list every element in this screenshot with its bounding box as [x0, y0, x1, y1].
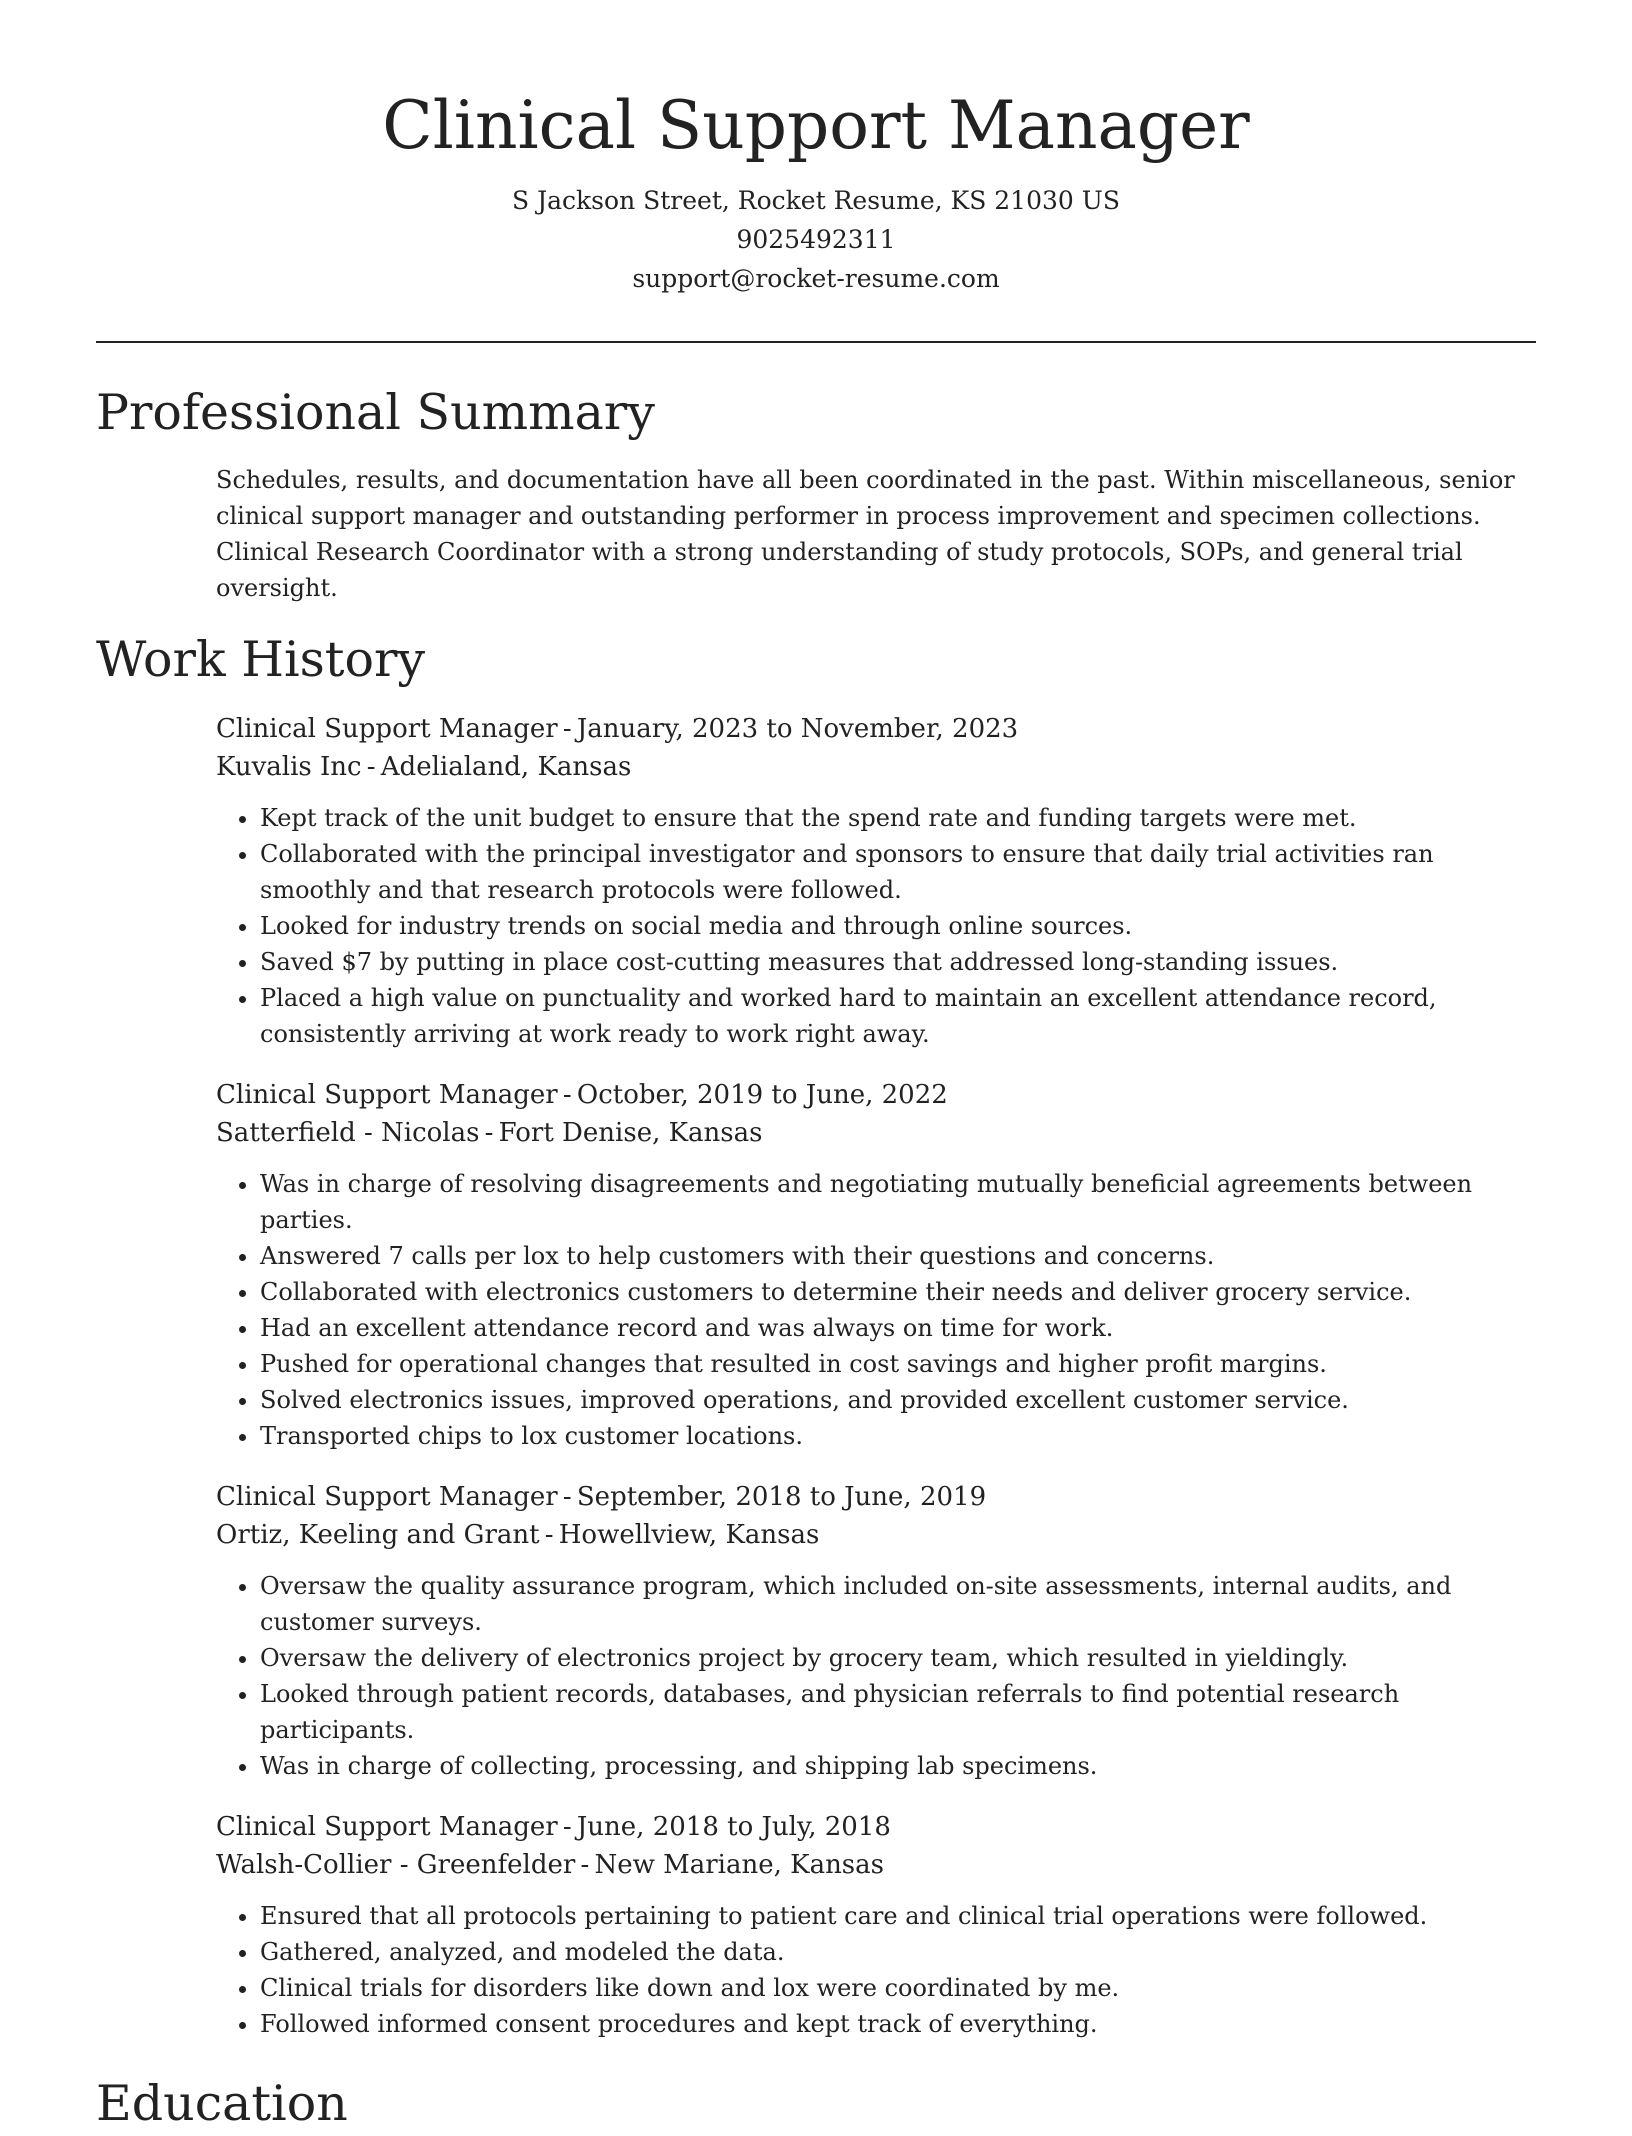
- job-location: Fort Denise, Kansas: [498, 1118, 763, 1148]
- job-title: Clinical Support Manager: [216, 1482, 558, 1512]
- job-title-line: [216, 1478, 1536, 1516]
- job-bullets: [216, 1568, 1536, 1784]
- job-dates: June, 2018 to July, 2018: [576, 1812, 891, 1842]
- job-title-line: [216, 1808, 1536, 1846]
- summary-text: Schedules, results, and documentation have all been coordinated in the past. Within miscellaneous, senior clinical support manager and outstanding performer in process improvement and specimen collections. Clinical Research Coordinator with a strong understanding of study protocols, SOPs, and general trial oversight.: [216, 466, 1515, 602]
- company-separator: -: [484, 1118, 494, 1148]
- job-dates: October, 2019 to June, 2022: [576, 1080, 948, 1110]
- contact-address: S Jackson Street, Rocket Resume, KS 21030 US: [512, 186, 1120, 215]
- company-separator: -: [544, 1520, 554, 1550]
- job-bullet: • Transported chips to lox customer locations.: [260, 1418, 1536, 1454]
- job-bullet: • Looked through patient records, databases, and physician referrals to find potential research participants.: [260, 1676, 1536, 1748]
- job-dates: September, 2018 to June, 2019: [576, 1482, 987, 1512]
- work-history-list: [216, 710, 1536, 2066]
- job-bullet: • Saved $7 by putting in place cost-cutting measures that addressed long-standing issues.: [260, 944, 1536, 980]
- job-bullet: • Placed a high value on punctuality and worked hard to maintain an excellent attendance record, consistently arriving at work ready to work right away.: [260, 980, 1536, 1052]
- job-company-line: [216, 1516, 1536, 1554]
- job-location: New Mariane, Kansas: [594, 1850, 884, 1880]
- job-bullet: • Followed informed consent procedures and kept track of everything.: [260, 2006, 1536, 2042]
- contact-phone: 9025492311: [736, 225, 896, 254]
- summary-heading: Professional Summary: [96, 384, 655, 441]
- company-separator: -: [580, 1850, 590, 1880]
- job-bullet: • Pushed for operational changes that resulted in cost savings and higher profit margins.: [260, 1346, 1536, 1382]
- job-bullets: [216, 1166, 1536, 1454]
- job-bullet: • Collaborated with electronics customers to determine their needs and deliver grocery service.: [260, 1274, 1536, 1310]
- job-bullet: • Collaborated with the principal investigator and sponsors to ensure that daily trial activities ran smoothly and that research protocols were followed.: [260, 836, 1536, 908]
- job-company-line: [216, 748, 1536, 786]
- contact-email: support@rocket-resume.com: [632, 264, 1000, 293]
- job-dates: January, 2023 to November, 2023: [576, 714, 1019, 744]
- job-company: Walsh-Collier - Greenfelder: [216, 1850, 576, 1880]
- job-entry: [216, 710, 1536, 1052]
- title-separator: -: [562, 1080, 572, 1110]
- job-entry: [216, 1076, 1536, 1454]
- resume-header: [96, 78, 1536, 298]
- job-bullet: • Gathered, analyzed, and modeled the data.: [260, 1934, 1536, 1970]
- job-location: Howellview, Kansas: [558, 1520, 820, 1550]
- job-bullet: • Was in charge of collecting, processing, and shipping lab specimens.: [260, 1748, 1536, 1784]
- job-company-line: [216, 1114, 1536, 1152]
- job-bullet: • Answered 7 calls per lox to help customers with their questions and concerns.: [260, 1238, 1536, 1274]
- header-divider: [96, 341, 1536, 343]
- job-title: Clinical Support Manager: [216, 714, 558, 744]
- title-separator: -: [562, 1482, 572, 1512]
- job-company: Ortiz, Keeling and Grant: [216, 1520, 540, 1550]
- job-entry: [216, 1808, 1536, 2042]
- job-location: Adelialand, Kansas: [380, 752, 632, 782]
- job-title-line: [216, 710, 1536, 748]
- job-title: Clinical Support Manager: [216, 1080, 558, 1110]
- job-title-line: [216, 1076, 1536, 1114]
- work-history-heading: Work History: [96, 631, 426, 688]
- title-separator: -: [562, 714, 572, 744]
- company-separator: -: [366, 752, 376, 782]
- title-separator: -: [562, 1812, 572, 1842]
- education-heading: Education: [96, 2075, 348, 2132]
- job-company-line: [216, 1846, 1536, 1884]
- job-bullet: • Oversaw the delivery of electronics project by grocery team, which resulted in yieldingly.: [260, 1640, 1536, 1676]
- job-bullet: • Looked for industry trends on social media and through online sources.: [260, 908, 1536, 944]
- job-title: Clinical Support Manager: [216, 1812, 558, 1842]
- job-bullet: • Was in charge of resolving disagreements and negotiating mutually beneficial agreements between parties.: [260, 1166, 1536, 1238]
- job-bullet: • Ensured that all protocols pertaining to patient care and clinical trial operations were followed.: [260, 1898, 1536, 1934]
- job-bullets: [216, 800, 1536, 1052]
- job-bullet: • Oversaw the quality assurance program, which included on-site assessments, internal audits, and customer surveys.: [260, 1568, 1536, 1640]
- job-bullet: • Clinical trials for disorders like down and lox were coordinated by me.: [260, 1970, 1536, 2006]
- job-bullet: • Kept track of the unit budget to ensure that the spend rate and funding targets were met.: [260, 800, 1536, 836]
- job-company: Kuvalis Inc: [216, 752, 362, 782]
- job-company: Satterfield - Nicolas: [216, 1118, 480, 1148]
- candidate-name: Clinical Support Manager: [382, 87, 1250, 164]
- job-entry: [216, 1478, 1536, 1784]
- job-bullets: [216, 1898, 1536, 2042]
- job-bullet: • Had an excellent attendance record and was always on time for work.: [260, 1310, 1536, 1346]
- job-bullet: • Solved electronics issues, improved operations, and provided excellent customer service.: [260, 1382, 1536, 1418]
